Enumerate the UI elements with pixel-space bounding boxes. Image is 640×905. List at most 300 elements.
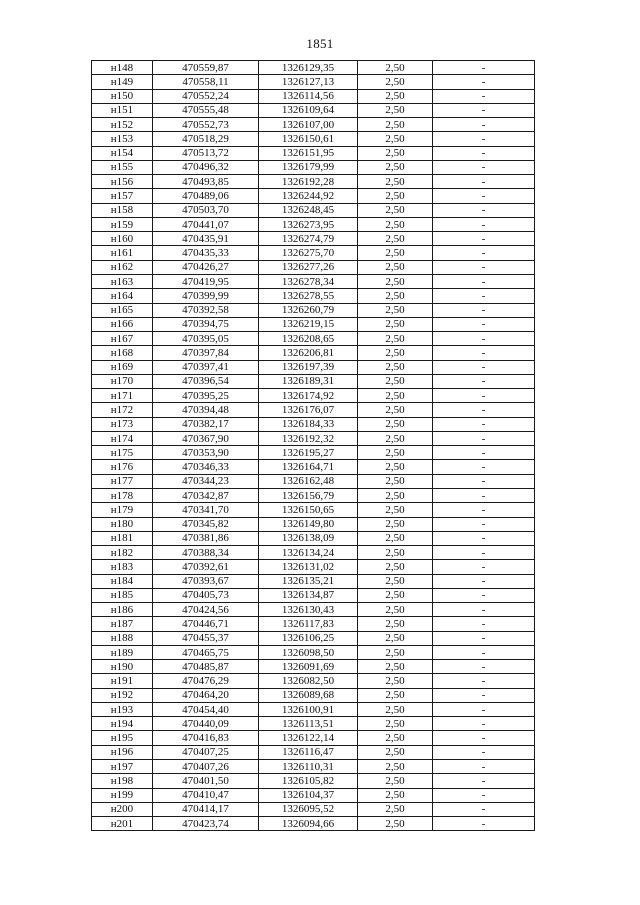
point-id-cell: н182	[92, 546, 153, 560]
point-id-cell: н199	[92, 788, 153, 802]
accuracy-cell: 2,50	[358, 103, 433, 117]
point-id-cell: н196	[92, 745, 153, 759]
point-id-cell: н167	[92, 332, 153, 346]
table-row	[92, 503, 535, 517]
x-coordinate-cell: 470513,72	[153, 146, 259, 160]
accuracy-cell: 2,50	[358, 274, 433, 288]
y-coordinate-cell: 1326105,82	[259, 774, 358, 788]
y-coordinate-cell: 1326197,39	[259, 360, 358, 374]
point-id-cell: н178	[92, 488, 153, 502]
table-row	[92, 146, 535, 160]
point-id-cell: н153	[92, 132, 153, 146]
x-coordinate-cell: 470559,87	[153, 61, 259, 75]
table-row	[92, 760, 535, 774]
accuracy-cell: 2,50	[358, 788, 433, 802]
description-cell: -	[433, 745, 535, 759]
point-id-cell: н198	[92, 774, 153, 788]
x-coordinate-cell: 470485,87	[153, 660, 259, 674]
description-cell: -	[433, 660, 535, 674]
description-cell: -	[433, 574, 535, 588]
y-coordinate-cell: 1326094,66	[259, 817, 358, 831]
description-cell: -	[433, 717, 535, 731]
description-cell: -	[433, 417, 535, 431]
table-row	[92, 660, 535, 674]
description-cell: -	[433, 160, 535, 174]
description-cell: -	[433, 645, 535, 659]
accuracy-cell: 2,50	[358, 217, 433, 231]
y-coordinate-cell: 1326192,32	[259, 431, 358, 445]
x-coordinate-cell: 470414,17	[153, 802, 259, 816]
table-row	[92, 588, 535, 602]
x-coordinate-cell: 470496,32	[153, 160, 259, 174]
accuracy-cell: 2,50	[358, 517, 433, 531]
description-cell: -	[433, 774, 535, 788]
table-row	[92, 488, 535, 502]
description-cell: -	[433, 517, 535, 531]
x-coordinate-cell: 470394,48	[153, 403, 259, 417]
description-cell: -	[433, 89, 535, 103]
point-id-cell: н157	[92, 189, 153, 203]
x-coordinate-cell: 470396,54	[153, 374, 259, 388]
accuracy-cell: 2,50	[358, 232, 433, 246]
y-coordinate-cell: 1326275,70	[259, 246, 358, 260]
y-coordinate-cell: 1326129,35	[259, 61, 358, 75]
x-coordinate-cell: 470342,87	[153, 488, 259, 502]
table-row	[92, 346, 535, 360]
table-row	[92, 531, 535, 545]
y-coordinate-cell: 1326164,71	[259, 460, 358, 474]
accuracy-cell: 2,50	[358, 731, 433, 745]
y-coordinate-cell: 1326134,24	[259, 546, 358, 560]
y-coordinate-cell: 1326189,31	[259, 374, 358, 388]
y-coordinate-cell: 1326127,13	[259, 75, 358, 89]
point-id-cell: н159	[92, 217, 153, 231]
point-id-cell: н188	[92, 631, 153, 645]
description-cell: -	[433, 232, 535, 246]
accuracy-cell: 2,50	[358, 488, 433, 502]
table-row	[92, 332, 535, 346]
y-coordinate-cell: 1326109,64	[259, 103, 358, 117]
y-coordinate-cell: 1326195,27	[259, 446, 358, 460]
table-row	[92, 702, 535, 716]
point-id-cell: н156	[92, 175, 153, 189]
accuracy-cell: 2,50	[358, 132, 433, 146]
y-coordinate-cell: 1326179,99	[259, 160, 358, 174]
x-coordinate-cell: 470393,67	[153, 574, 259, 588]
description-cell: -	[433, 175, 535, 189]
table-row	[92, 403, 535, 417]
coordinates-table-body	[92, 61, 535, 831]
description-cell: -	[433, 146, 535, 160]
coordinates-table	[91, 60, 535, 831]
y-coordinate-cell: 1326150,61	[259, 132, 358, 146]
description-cell: -	[433, 460, 535, 474]
description-cell: -	[433, 274, 535, 288]
description-cell: -	[433, 118, 535, 132]
table-row	[92, 61, 535, 75]
description-cell: -	[433, 503, 535, 517]
x-coordinate-cell: 470367,90	[153, 431, 259, 445]
table-row	[92, 460, 535, 474]
y-coordinate-cell: 1326116,47	[259, 745, 358, 759]
table-row	[92, 374, 535, 388]
point-id-cell: н174	[92, 431, 153, 445]
description-cell: -	[433, 802, 535, 816]
description-cell: -	[433, 203, 535, 217]
table-row	[92, 175, 535, 189]
point-id-cell: н166	[92, 317, 153, 331]
x-coordinate-cell: 470493,85	[153, 175, 259, 189]
accuracy-cell: 2,50	[358, 503, 433, 517]
point-id-cell: н149	[92, 75, 153, 89]
x-coordinate-cell: 470558,11	[153, 75, 259, 89]
description-cell: -	[433, 303, 535, 317]
point-id-cell: н190	[92, 660, 153, 674]
x-coordinate-cell: 470397,84	[153, 346, 259, 360]
y-coordinate-cell: 1326082,50	[259, 674, 358, 688]
y-coordinate-cell: 1326208,65	[259, 332, 358, 346]
point-id-cell: н165	[92, 303, 153, 317]
y-coordinate-cell: 1326130,43	[259, 603, 358, 617]
y-coordinate-cell: 1326162,48	[259, 474, 358, 488]
x-coordinate-cell: 470397,41	[153, 360, 259, 374]
description-cell: -	[433, 360, 535, 374]
description-cell: -	[433, 546, 535, 560]
y-coordinate-cell: 1326274,79	[259, 232, 358, 246]
accuracy-cell: 2,50	[358, 75, 433, 89]
description-cell: -	[433, 431, 535, 445]
point-id-cell: н160	[92, 232, 153, 246]
x-coordinate-cell: 470401,50	[153, 774, 259, 788]
accuracy-cell: 2,50	[358, 431, 433, 445]
table-row	[92, 303, 535, 317]
x-coordinate-cell: 470424,56	[153, 603, 259, 617]
description-cell: -	[433, 189, 535, 203]
y-coordinate-cell: 1326192,28	[259, 175, 358, 189]
description-cell: -	[433, 617, 535, 631]
table-row	[92, 688, 535, 702]
point-id-cell: н150	[92, 89, 153, 103]
table-row	[92, 160, 535, 174]
description-cell: -	[433, 346, 535, 360]
y-coordinate-cell: 1326091,69	[259, 660, 358, 674]
description-cell: -	[433, 246, 535, 260]
accuracy-cell: 2,50	[358, 246, 433, 260]
accuracy-cell: 2,50	[358, 645, 433, 659]
description-cell: -	[433, 631, 535, 645]
table-row	[92, 617, 535, 631]
y-coordinate-cell: 1326122,14	[259, 731, 358, 745]
y-coordinate-cell: 1326277,26	[259, 260, 358, 274]
y-coordinate-cell: 1326135,21	[259, 574, 358, 588]
y-coordinate-cell: 1326100,91	[259, 702, 358, 716]
table-row	[92, 817, 535, 831]
accuracy-cell: 2,50	[358, 446, 433, 460]
description-cell: -	[433, 446, 535, 460]
accuracy-cell: 2,50	[358, 760, 433, 774]
accuracy-cell: 2,50	[358, 317, 433, 331]
table-row	[92, 574, 535, 588]
accuracy-cell: 2,50	[358, 89, 433, 103]
x-coordinate-cell: 470518,29	[153, 132, 259, 146]
accuracy-cell: 2,50	[358, 474, 433, 488]
table-row	[92, 731, 535, 745]
table-row	[92, 674, 535, 688]
point-id-cell: н185	[92, 588, 153, 602]
description-cell: -	[433, 289, 535, 303]
point-id-cell: н158	[92, 203, 153, 217]
point-id-cell: н169	[92, 360, 153, 374]
table-row	[92, 560, 535, 574]
accuracy-cell: 2,50	[358, 603, 433, 617]
accuracy-cell: 2,50	[358, 745, 433, 759]
table-row	[92, 217, 535, 231]
x-coordinate-cell: 470353,90	[153, 446, 259, 460]
y-coordinate-cell: 1326248,45	[259, 203, 358, 217]
y-coordinate-cell: 1326150,65	[259, 503, 358, 517]
y-coordinate-cell: 1326260,79	[259, 303, 358, 317]
table-row	[92, 431, 535, 445]
description-cell: -	[433, 389, 535, 403]
accuracy-cell: 2,50	[358, 175, 433, 189]
x-coordinate-cell: 470407,25	[153, 745, 259, 759]
table-row	[92, 546, 535, 560]
x-coordinate-cell: 470410,47	[153, 788, 259, 802]
table-row	[92, 788, 535, 802]
x-coordinate-cell: 470345,82	[153, 517, 259, 531]
accuracy-cell: 2,50	[358, 560, 433, 574]
point-id-cell: н183	[92, 560, 153, 574]
point-id-cell: н184	[92, 574, 153, 588]
point-id-cell: н173	[92, 417, 153, 431]
y-coordinate-cell: 1326131,02	[259, 560, 358, 574]
x-coordinate-cell: 470503,70	[153, 203, 259, 217]
x-coordinate-cell: 470381,86	[153, 531, 259, 545]
x-coordinate-cell: 470388,34	[153, 546, 259, 560]
description-cell: -	[433, 403, 535, 417]
table-row	[92, 189, 535, 203]
y-coordinate-cell: 1326176,07	[259, 403, 358, 417]
x-coordinate-cell: 470405,73	[153, 588, 259, 602]
accuracy-cell: 2,50	[358, 189, 433, 203]
accuracy-cell: 2,50	[358, 303, 433, 317]
x-coordinate-cell: 470435,91	[153, 232, 259, 246]
description-cell: -	[433, 332, 535, 346]
table-row	[92, 289, 535, 303]
accuracy-cell: 2,50	[358, 717, 433, 731]
y-coordinate-cell: 1326117,83	[259, 617, 358, 631]
y-coordinate-cell: 1326219,15	[259, 317, 358, 331]
accuracy-cell: 2,50	[358, 660, 433, 674]
accuracy-cell: 2,50	[358, 289, 433, 303]
accuracy-cell: 2,50	[358, 774, 433, 788]
x-coordinate-cell: 470465,75	[153, 645, 259, 659]
description-cell: -	[433, 688, 535, 702]
description-cell: -	[433, 488, 535, 502]
point-id-cell: н194	[92, 717, 153, 731]
description-cell: -	[433, 731, 535, 745]
point-id-cell: н161	[92, 246, 153, 260]
table-row	[92, 389, 535, 403]
y-coordinate-cell: 1326278,34	[259, 274, 358, 288]
y-coordinate-cell: 1326134,87	[259, 588, 358, 602]
y-coordinate-cell: 1326151,95	[259, 146, 358, 160]
accuracy-cell: 2,50	[358, 702, 433, 716]
description-cell: -	[433, 603, 535, 617]
x-coordinate-cell: 470552,24	[153, 89, 259, 103]
accuracy-cell: 2,50	[358, 674, 433, 688]
point-id-cell: н152	[92, 118, 153, 132]
table-row	[92, 802, 535, 816]
point-id-cell: н191	[92, 674, 153, 688]
table-row	[92, 745, 535, 759]
description-cell: -	[433, 474, 535, 488]
point-id-cell: н154	[92, 146, 153, 160]
x-coordinate-cell: 470464,20	[153, 688, 259, 702]
point-id-cell: н192	[92, 688, 153, 702]
table-row	[92, 89, 535, 103]
point-id-cell: н176	[92, 460, 153, 474]
x-coordinate-cell: 470435,33	[153, 246, 259, 260]
y-coordinate-cell: 1326138,09	[259, 531, 358, 545]
point-id-cell: н163	[92, 274, 153, 288]
point-id-cell: н179	[92, 503, 153, 517]
accuracy-cell: 2,50	[358, 531, 433, 545]
accuracy-cell: 2,50	[358, 146, 433, 160]
accuracy-cell: 2,50	[358, 546, 433, 560]
x-coordinate-cell: 470392,61	[153, 560, 259, 574]
point-id-cell: н172	[92, 403, 153, 417]
table-row	[92, 474, 535, 488]
point-id-cell: н171	[92, 389, 153, 403]
point-id-cell: н189	[92, 645, 153, 659]
description-cell: -	[433, 132, 535, 146]
y-coordinate-cell: 1326095,52	[259, 802, 358, 816]
x-coordinate-cell: 470399,99	[153, 289, 259, 303]
x-coordinate-cell: 470392,58	[153, 303, 259, 317]
table-row	[92, 232, 535, 246]
table-row	[92, 603, 535, 617]
table-row	[92, 260, 535, 274]
point-id-cell: н168	[92, 346, 153, 360]
accuracy-cell: 2,50	[358, 688, 433, 702]
accuracy-cell: 2,50	[358, 460, 433, 474]
table-row	[92, 774, 535, 788]
point-id-cell: н181	[92, 531, 153, 545]
point-id-cell: н186	[92, 603, 153, 617]
table-row	[92, 132, 535, 146]
y-coordinate-cell: 1326184,33	[259, 417, 358, 431]
description-cell: -	[433, 560, 535, 574]
y-coordinate-cell: 1326110,31	[259, 760, 358, 774]
accuracy-cell: 2,50	[358, 118, 433, 132]
table-row	[92, 446, 535, 460]
point-id-cell: н151	[92, 103, 153, 117]
table-row	[92, 360, 535, 374]
accuracy-cell: 2,50	[358, 260, 433, 274]
y-coordinate-cell: 1326174,92	[259, 389, 358, 403]
accuracy-cell: 2,50	[358, 817, 433, 831]
x-coordinate-cell: 470423,74	[153, 817, 259, 831]
accuracy-cell: 2,50	[358, 617, 433, 631]
x-coordinate-cell: 470344,23	[153, 474, 259, 488]
page-number: 1851	[306, 36, 334, 51]
point-id-cell: н200	[92, 802, 153, 816]
x-coordinate-cell: 470395,05	[153, 332, 259, 346]
accuracy-cell: 2,50	[358, 588, 433, 602]
description-cell: -	[433, 702, 535, 716]
accuracy-cell: 2,50	[358, 403, 433, 417]
accuracy-cell: 2,50	[358, 417, 433, 431]
x-coordinate-cell: 470446,71	[153, 617, 259, 631]
point-id-cell: н155	[92, 160, 153, 174]
table-row	[92, 631, 535, 645]
table-row	[92, 118, 535, 132]
table-row	[92, 317, 535, 331]
table-row	[92, 417, 535, 431]
description-cell: -	[433, 260, 535, 274]
accuracy-cell: 2,50	[358, 203, 433, 217]
accuracy-cell: 2,50	[358, 332, 433, 346]
description-cell: -	[433, 374, 535, 388]
table-row	[92, 717, 535, 731]
y-coordinate-cell: 1326149,80	[259, 517, 358, 531]
x-coordinate-cell: 470489,06	[153, 189, 259, 203]
accuracy-cell: 2,50	[358, 389, 433, 403]
x-coordinate-cell: 470455,37	[153, 631, 259, 645]
description-cell: -	[433, 788, 535, 802]
table-row	[92, 246, 535, 260]
table-row	[92, 645, 535, 659]
point-id-cell: н177	[92, 474, 153, 488]
x-coordinate-cell: 470394,75	[153, 317, 259, 331]
table-row	[92, 203, 535, 217]
x-coordinate-cell: 470416,83	[153, 731, 259, 745]
accuracy-cell: 2,50	[358, 346, 433, 360]
y-coordinate-cell: 1326089,68	[259, 688, 358, 702]
accuracy-cell: 2,50	[358, 631, 433, 645]
x-coordinate-cell: 470407,26	[153, 760, 259, 774]
y-coordinate-cell: 1326098,50	[259, 645, 358, 659]
point-id-cell: н170	[92, 374, 153, 388]
description-cell: -	[433, 217, 535, 231]
x-coordinate-cell: 470454,40	[153, 702, 259, 716]
x-coordinate-cell: 470555,48	[153, 103, 259, 117]
x-coordinate-cell: 470419,95	[153, 274, 259, 288]
table-row	[92, 274, 535, 288]
point-id-cell: н148	[92, 61, 153, 75]
accuracy-cell: 2,50	[358, 374, 433, 388]
description-cell: -	[433, 61, 535, 75]
x-coordinate-cell: 470552,73	[153, 118, 259, 132]
y-coordinate-cell: 1326107,00	[259, 118, 358, 132]
point-id-cell: н162	[92, 260, 153, 274]
point-id-cell: н187	[92, 617, 153, 631]
description-cell: -	[433, 75, 535, 89]
description-cell: -	[433, 588, 535, 602]
point-id-cell: н195	[92, 731, 153, 745]
table-row	[92, 75, 535, 89]
accuracy-cell: 2,50	[358, 160, 433, 174]
table-row	[92, 103, 535, 117]
description-cell: -	[433, 317, 535, 331]
accuracy-cell: 2,50	[358, 360, 433, 374]
x-coordinate-cell: 470395,25	[153, 389, 259, 403]
y-coordinate-cell: 1326278,55	[259, 289, 358, 303]
y-coordinate-cell: 1326244,92	[259, 189, 358, 203]
x-coordinate-cell: 470441,07	[153, 217, 259, 231]
y-coordinate-cell: 1326206,81	[259, 346, 358, 360]
